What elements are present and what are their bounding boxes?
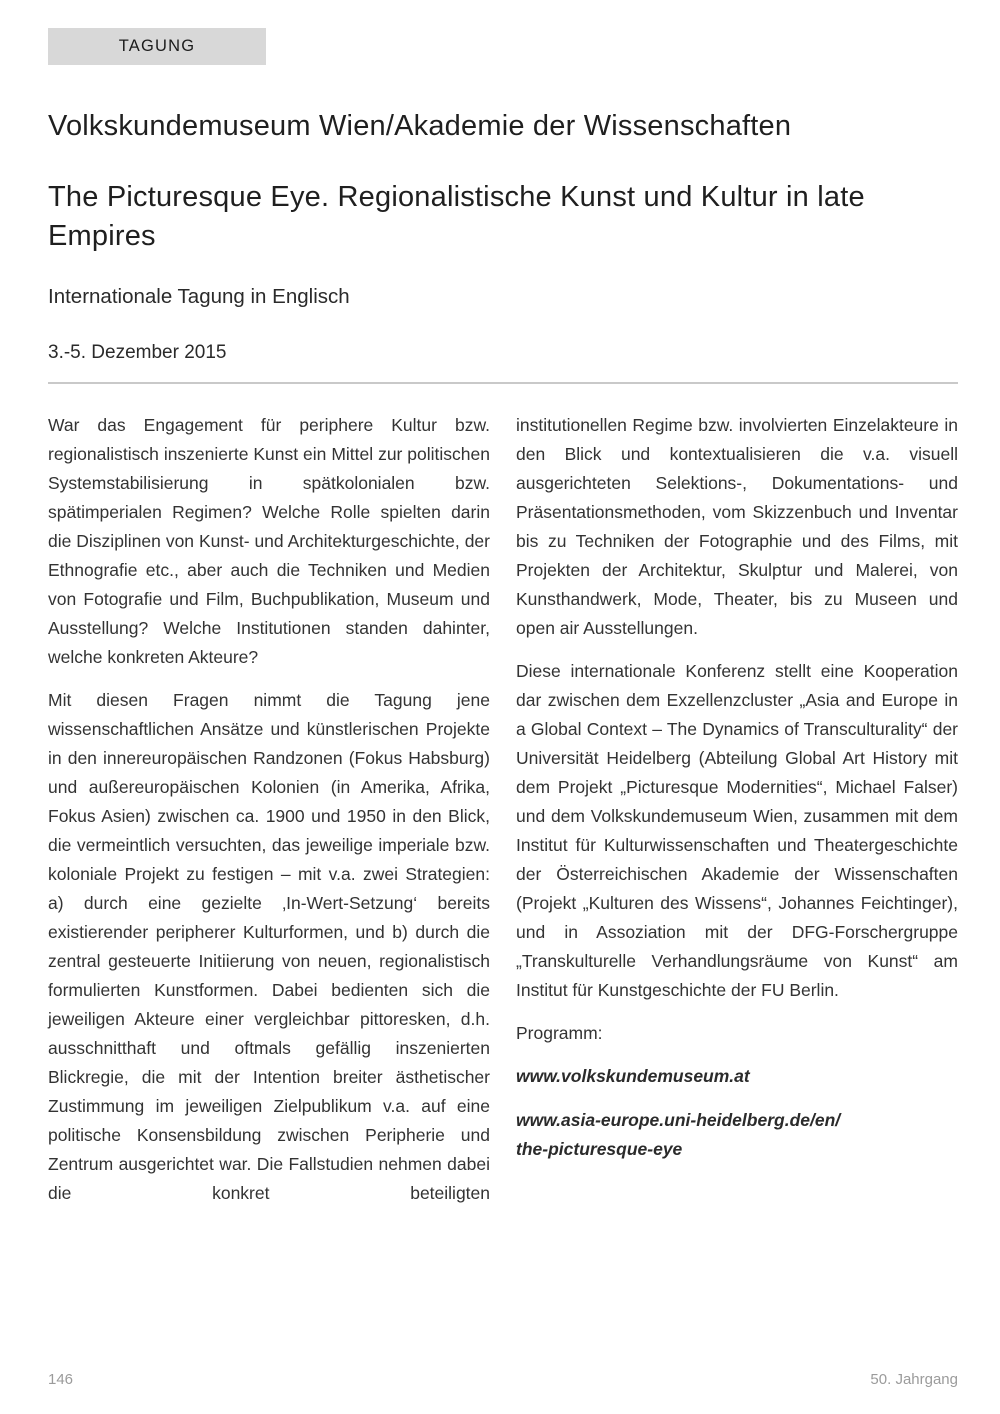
section-divider <box>48 382 958 384</box>
conference-language: Internationale Tagung in Englisch <box>48 284 350 308</box>
program-url-line: www.asia-europe.uni-heidelberg.de/en/ <box>516 1109 841 1130</box>
program-url-heidelberg <box>516 1106 958 1164</box>
program-heading: Programm: <box>516 1022 603 1043</box>
article-subtitle: The Picturesque Eye. Regionalistische Kunst und Kultur in late Empires <box>48 181 865 252</box>
paragraph: institutionellen Regime bzw. involvierten Einzelakteure in den Blick und kontextualisieren die v.a. visuell ausgerichteten Selektions-, Dokumentations- und Präsentationsmethoden, vom Skizzenbuch und Inventar bis zu Techniken der Fotographie und des Films, mit Projekten der Architektur, Skulptur und Malerei, von Kunsthandwerk, Mode, Theater, bis zu Museen und open air Ausstellungen. <box>516 414 958 638</box>
article-body <box>48 411 958 1222</box>
body-column-right <box>516 411 958 1222</box>
program-url-volkskundemuseum: www.volkskundemuseum.at <box>516 1065 750 1086</box>
page-footer <box>48 1371 958 1388</box>
conference-dates: 3.-5. Dezember 2015 <box>48 341 227 363</box>
program-url-line: the-picturesque-eye <box>516 1138 683 1159</box>
footer-volume: 50. Jahrgang <box>870 1371 958 1388</box>
article-title: Volkskundemuseum Wien/Akademie der Wissenschaften <box>48 110 792 142</box>
category-badge: TAGUNG <box>48 28 266 65</box>
paragraph: War das Engagement für periphere Kultur bzw. regionalistisch inszenierte Kunst ein Mittel zur politischen Systemstabilisierung in spätkolonialen bzw. spätimperialen Regimen? Welche Rolle spielten darin die Disziplinen von Kunst- und Architekturgeschichte, der Ethnografie etc., aber auch die Techniken und Medien von Fotografie und Film, Buchpublikation, Museum und Ausstellung? Welche Institutionen standen dahinter, welche konkreten Akteure? <box>48 414 490 667</box>
paragraph: Diese internationale Konferenz stellt eine Kooperation dar zwischen dem Exzellenzcluster „Asia and Europe in a Global Context – The Dynamics of Transculturality“ der Universität Heidelberg (Abteilung Global Art History mit dem Projekt „Picturesque Modernities“, Michael Falser) und dem Volkskundemuseum Wien, zusammen mit dem Institut für Kulturwissenschaften und Theatergeschichte der Österreichischen Akademie der Wissenschaften (Projekt „Kulturen des Wissens“, Johannes Feichtinger), und in Assoziation mit der DFG-Forschergruppe „Transkulturelle Verhandlungsräume von Kunst“ am Institut für Kunstgeschichte der FU Berlin. <box>516 660 958 1000</box>
footer-page-number: 146 <box>48 1371 74 1388</box>
paragraph: Mit diesen Fragen nimmt die Tagung jene wissenschaftlichen Ansätze und künstlerischen Projekte in den innereuropäischen Randzonen (Fokus Habsburg) und außereuropäischen Kolonien (in Amerika, Afrika, Fokus Asien) zwischen ca. 1900 und 1950 in den Blick, die vermeintlich versuchten, das jeweilige imperiale bzw. koloniale Projekt zu festigen – mit v.a. zwei Strategien: a) durch eine gezielte ‚In-Wert-Setzung‘ bereits existierender peripherer Kulturformen, und b) durch die zentral gesteuerte Initiierung von neuen, regionalistisch formulierten Kunstformen. Dabei bedienten sich die jeweiligen Akteure einer vergleichbar pittoresken, d.h. ausschnitthaft und oftmals gefällig inszenierten Blickregie, die mit der Intention breiter ästhetischer Zustimmung im jeweiligen Zielpublikum v.a. auf eine politische Konsensbildung zwischen Peripherie und Zentrum ausgerichtet war. Die Fallstudien nehmen dabei die konkret beteiligten <box>48 689 490 1203</box>
body-column-left <box>48 411 490 1222</box>
